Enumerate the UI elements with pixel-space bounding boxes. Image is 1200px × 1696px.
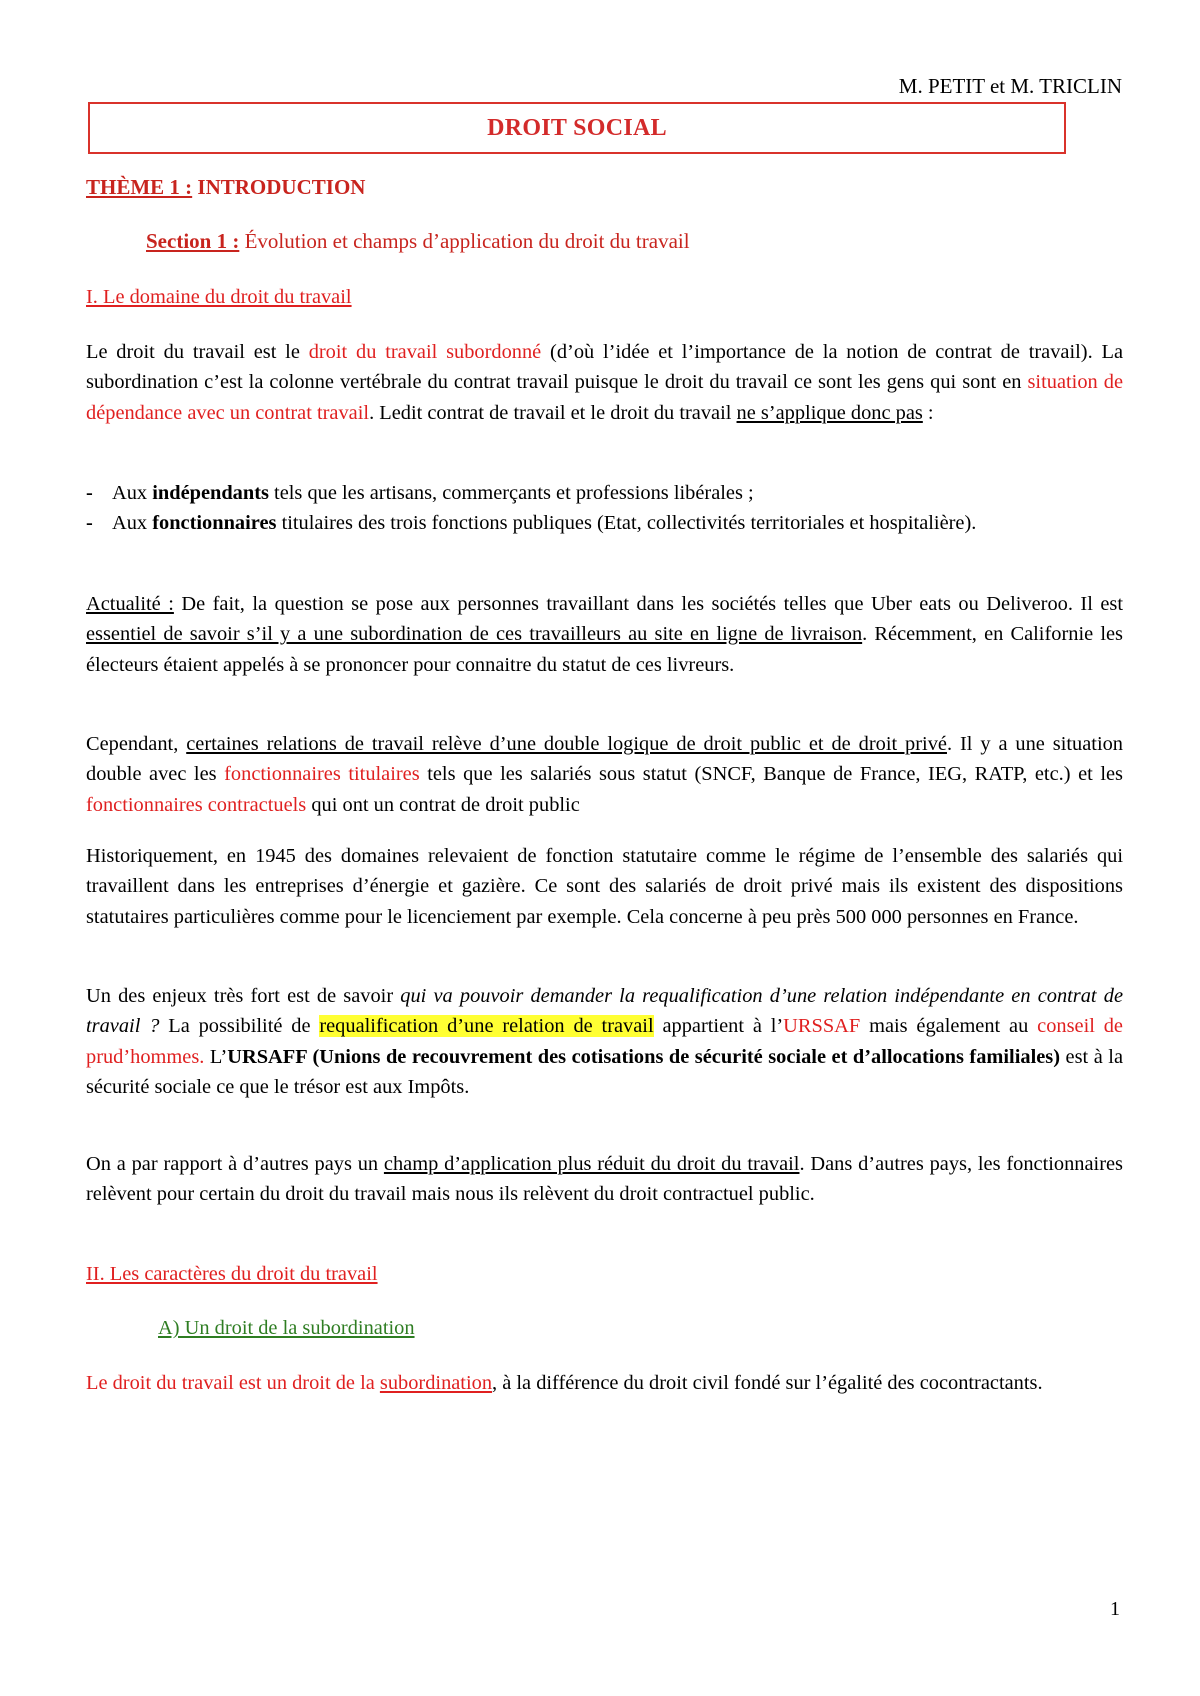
- list-item-pre: Aux: [112, 482, 153, 504]
- p5-italic-1: qui va pouvoir demander la requalification d’une relation indépendante en contrat de travail ?: [86, 985, 1123, 1038]
- heading-2-text: II. Les caractères du droit du travail: [86, 1263, 378, 1285]
- dash-list: [86, 478, 1123, 539]
- p3-red-2: fonctionnaires contractuels: [86, 793, 307, 816]
- heading-2a: [158, 1313, 1123, 1343]
- p5-text-3: appartient à l’: [653, 1015, 784, 1038]
- title-box: [88, 102, 1066, 154]
- list-item-pre: Aux: [112, 512, 153, 535]
- list-item-bold: indépendants: [152, 482, 269, 504]
- page-number: 1: [1110, 1598, 1120, 1620]
- list-item-post: tels que les artisans, commerçants et professions libérales ;: [268, 482, 754, 504]
- p2-text-2: . Récemment, en Californie les électeurs étaient appelés à se prononcer pour connaitre du statut de ces livreurs.: [86, 623, 1123, 676]
- section-label: Section 1 :: [146, 229, 240, 253]
- p1-underline-1: ne s’applique donc pas: [736, 401, 923, 424]
- p5-text-2: La possibilité de: [159, 1015, 320, 1038]
- header-author: M. PETIT et M. TRICLIN: [898, 74, 1122, 98]
- p1-text-3: . Ledit contrat de travail et le droit du travail: [369, 401, 737, 424]
- p5-bold-1: URSAFF (Unions de recouvrement des cotisations de sécurité sociale et d’allocations familiales): [227, 1045, 1061, 1068]
- section-heading: [146, 226, 1123, 256]
- p5-text-6: est à la sécurité sociale ce que le trésor est aux Impôts.: [86, 1045, 1123, 1098]
- p2-text-1: De fait, la question se pose aux personnes travaillant dans les sociétés telles que Uber eats ou Deliveroo. Il est: [173, 593, 1124, 615]
- paragraph-5: [86, 981, 1123, 1102]
- list-item-post: titulaires des trois fonctions publiques (Etat, collectivités territoriales et hospitalière).: [276, 512, 977, 535]
- heading-2: [86, 1259, 1123, 1289]
- document-title: DROIT SOCIAL: [487, 114, 667, 141]
- p3-underline-1: certaines relations de travail relève d’une double logique de droit public et de droit privé: [186, 733, 947, 755]
- p5-text-1: Un des enjeux très fort est de savoir: [86, 985, 401, 1007]
- p5-red-1: URSSAF: [783, 1015, 861, 1038]
- p3-red-1: fonctionnaires titulaires: [224, 763, 420, 786]
- theme-text: INTRODUCTION: [192, 175, 366, 199]
- heading-2a-text: A) Un droit de la subordination: [158, 1317, 415, 1339]
- p3-text-2: . Il y a une situation double avec les: [86, 733, 1123, 786]
- p1-text-4: :: [922, 401, 934, 424]
- theme-label: THÈME 1 :: [86, 175, 193, 199]
- p7-underline-1: subordination: [379, 1372, 493, 1394]
- heading-1: [86, 282, 1123, 312]
- p6-underline-1: champ d’application plus réduit du droit du travail: [383, 1153, 800, 1175]
- p5-text-5: L’: [204, 1045, 228, 1068]
- p1-text-2: (d’où l’idée et l’importance de la notion de contrat de travail). La subordination c’est la colonne vertébrale du contrat travail puisque le droit du travail ce sont les gens qui sont en: [86, 341, 1124, 394]
- list-bullet: -: [86, 512, 93, 535]
- p7-text-1: , à la différence du droit civil fondé sur l’égalité des cocontractants.: [492, 1372, 1043, 1394]
- paragraph-6: [86, 1149, 1123, 1210]
- p4-text: Historiquement, en 1945 des domaines relevaient de fonction statutaire comme le régime de l’ensemble des salariés qui travaillent dans les entreprises d’énergie et gazière. Ce sont des salariés de droit privé mais ils existent des dispositions statutaires particulières comme pour le licenciement par exemple. Cela concerne à peu près 500 000 personnes en France.: [86, 845, 1123, 928]
- p1-red-1: droit du travail subordonné: [308, 341, 542, 363]
- p3-text-4: qui ont un contrat de droit public: [306, 793, 580, 816]
- p6-text-1: On a par rapport à d’autres pays un: [86, 1153, 384, 1175]
- paragraph-7: [86, 1368, 1123, 1398]
- p2-underline-1: Actualité :: [86, 593, 174, 615]
- p3-text-1: Cependant,: [86, 733, 187, 755]
- p5-text-4: mais également au: [860, 1015, 1038, 1038]
- p6-text-2: . Dans d’autres pays, les fonctionnaires relèvent pour certain du droit du travail mais nous ils relèvent du droit contractuel public.: [86, 1153, 1123, 1206]
- paragraph-4: [86, 841, 1123, 932]
- p2-underline-2: essentiel de savoir s’il y a une subordination de ces travailleurs au site en ligne de livraison: [86, 623, 863, 646]
- list-item: [86, 508, 1123, 538]
- p3-text-3: tels que les salariés sous statut (SNCF, Banque de France, IEG, RATP, etc.) et les: [419, 763, 1123, 786]
- p5-red-2: conseil de prud’hommes.: [86, 1015, 1123, 1068]
- heading-1-text: I. Le domaine du droit du travail: [86, 286, 352, 308]
- list-item: [86, 478, 1123, 508]
- section-text: Évolution et champs d’application du droit du travail: [239, 229, 690, 253]
- p1-red-2: situation de dépendance avec un contrat travail: [86, 371, 1124, 424]
- paragraph-3: [86, 729, 1123, 820]
- list-item-bold: fonctionnaires: [152, 512, 277, 535]
- p5-highlight-1: requalification d’une relation de travail: [319, 1015, 654, 1038]
- paragraph-1: [86, 337, 1123, 428]
- list-bullet: -: [86, 482, 93, 504]
- p7-red-1: Le droit du travail est un droit de la: [86, 1372, 380, 1394]
- p1-text-1: Le droit du travail est le: [86, 341, 309, 363]
- theme-heading: [86, 172, 1123, 202]
- paragraph-2: [86, 589, 1123, 680]
